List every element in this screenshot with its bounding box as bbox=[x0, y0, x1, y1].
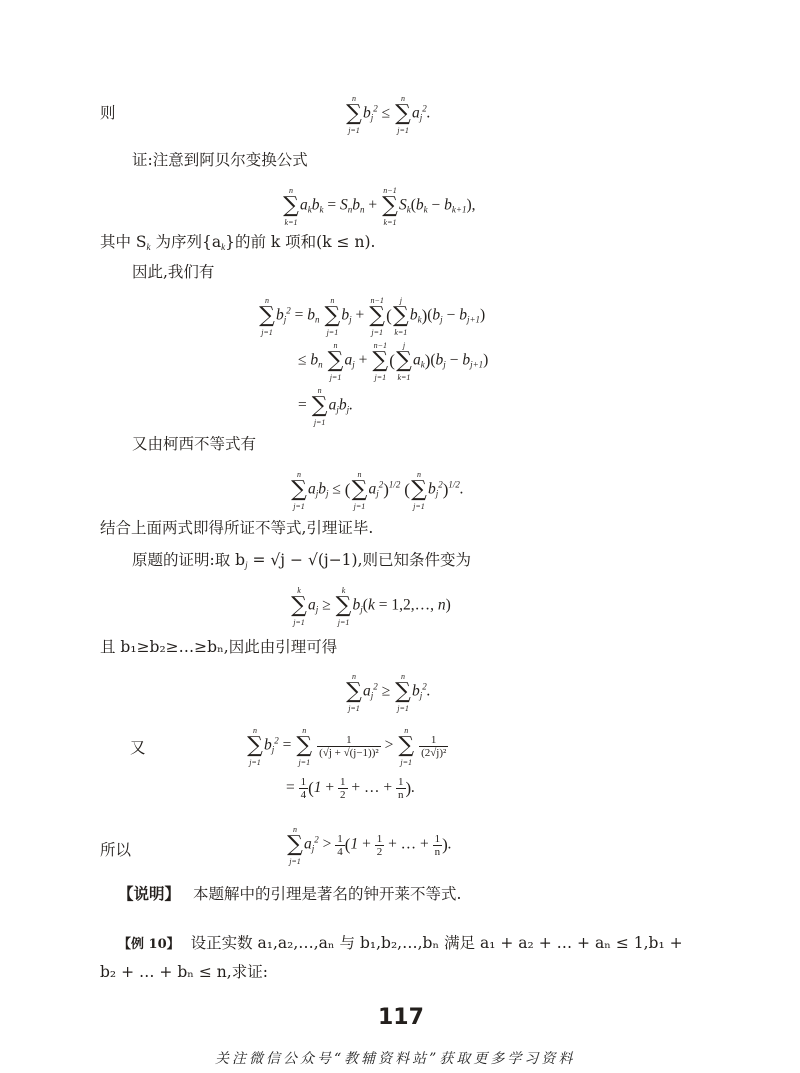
page-number: 117 bbox=[378, 1005, 424, 1030]
where-line: 其中 Sk 为序列{ak}的前 k 项和(k ≤ n). bbox=[100, 233, 376, 252]
footer-watermark: 关注微信公众号“教辅资料站”获取更多学习资料 bbox=[215, 1051, 576, 1067]
ze-label: 则 bbox=[100, 104, 116, 122]
condition-formula: k ∑ j=1 aj ≥ k ∑ j=1 bj(k = 1,2,…, n) bbox=[291, 586, 451, 627]
cauchy-formula: n ∑ j=1 ajbj ≤ ( n ∑ j=1 $aj^2)^{1/2}$ ( n ∑ j=1 $bj^2)^{1/2}$. bbox=[291, 470, 464, 511]
lemma-formula: n ∑ j=1 $bj^2$ ≤ n ∑ j=1 $aj^2$. bbox=[346, 94, 431, 135]
also-label: 又 bbox=[130, 739, 146, 757]
abel-formula: n ∑ k=1 akbk = Snbn + n−1 ∑ k=1 Sk(bk − bk+1), bbox=[283, 186, 476, 227]
original-proof-line: 原题的证明:取 bj = √j − √(j−1),则已知条件变为 bbox=[132, 551, 472, 570]
cauchy-label: 又由柯西不等式有 bbox=[132, 435, 257, 453]
example-line-1 bbox=[118, 933, 683, 955]
example-line-2: b₂ + … + bₙ ≤ n,求证: bbox=[100, 963, 268, 981]
note-label: 【说明】 bbox=[118, 884, 181, 903]
proof-intro: 证:注意到阿贝尔变换公式 bbox=[132, 151, 308, 169]
combine-line: 结合上面两式即得所证不等式,引理证毕. bbox=[100, 519, 374, 537]
example-label: 【例 10】 bbox=[118, 937, 180, 952]
derivation-line-1: n ∑ j=1 $bj^2$ = bn n ∑ j=1 bj + n−1 ∑ j=1 ( j ∑ k=1 bk)(bj − bj+1) bbox=[259, 296, 486, 337]
so-label: 所以 bbox=[100, 841, 132, 859]
also-formula-line-2: = $\frac{1}{4}$ (1 + $\frac{1}{2}$ + … + $\frac{1}{n}$ ). bbox=[286, 776, 416, 801]
derivation-line-3: = n ∑ j=1 ajbj. bbox=[298, 386, 354, 427]
example-text-1: 设正实数 a₁,a₂,…,aₙ 与 b₁,b₂,…,bₙ 满足 a₁ + a₂ + … + aₙ ≤ 1,b₁ + bbox=[190, 934, 683, 952]
conclusion-formula: n ∑ j=1 $aj^2$ > $\frac{1}{4}$ (1 + $\frac{1}{2}$ + … + $\frac{1}{n}$ ). bbox=[287, 825, 452, 866]
also-formula-line-1: n ∑ j=1 $bj^2$ = n ∑ j=1 $\frac{1}{\text{(√j + √(j−1))²}}$ > n ∑ j=1 $\frac{1}{\text{(2√j)²}}$ bbox=[247, 726, 447, 767]
note-text: 本题解中的引理是著名的钟开莱不等式. bbox=[192, 885, 462, 903]
note-line bbox=[118, 884, 461, 904]
and-b-line: 且 b₁≥b₂≥…≥bₙ,因此由引理可得 bbox=[100, 638, 338, 656]
lemma-result-formula: n ∑ j=1 $aj^2$ ≥ n ∑ j=1 $bj^2$. bbox=[346, 672, 431, 713]
therefore-label: 因此,我们有 bbox=[132, 263, 215, 281]
derivation-line-2: ≤ bn n ∑ j=1 aj + n−1 ∑ j=1 ( j ∑ k=1 ak)(bj − bj+1) bbox=[298, 341, 489, 382]
